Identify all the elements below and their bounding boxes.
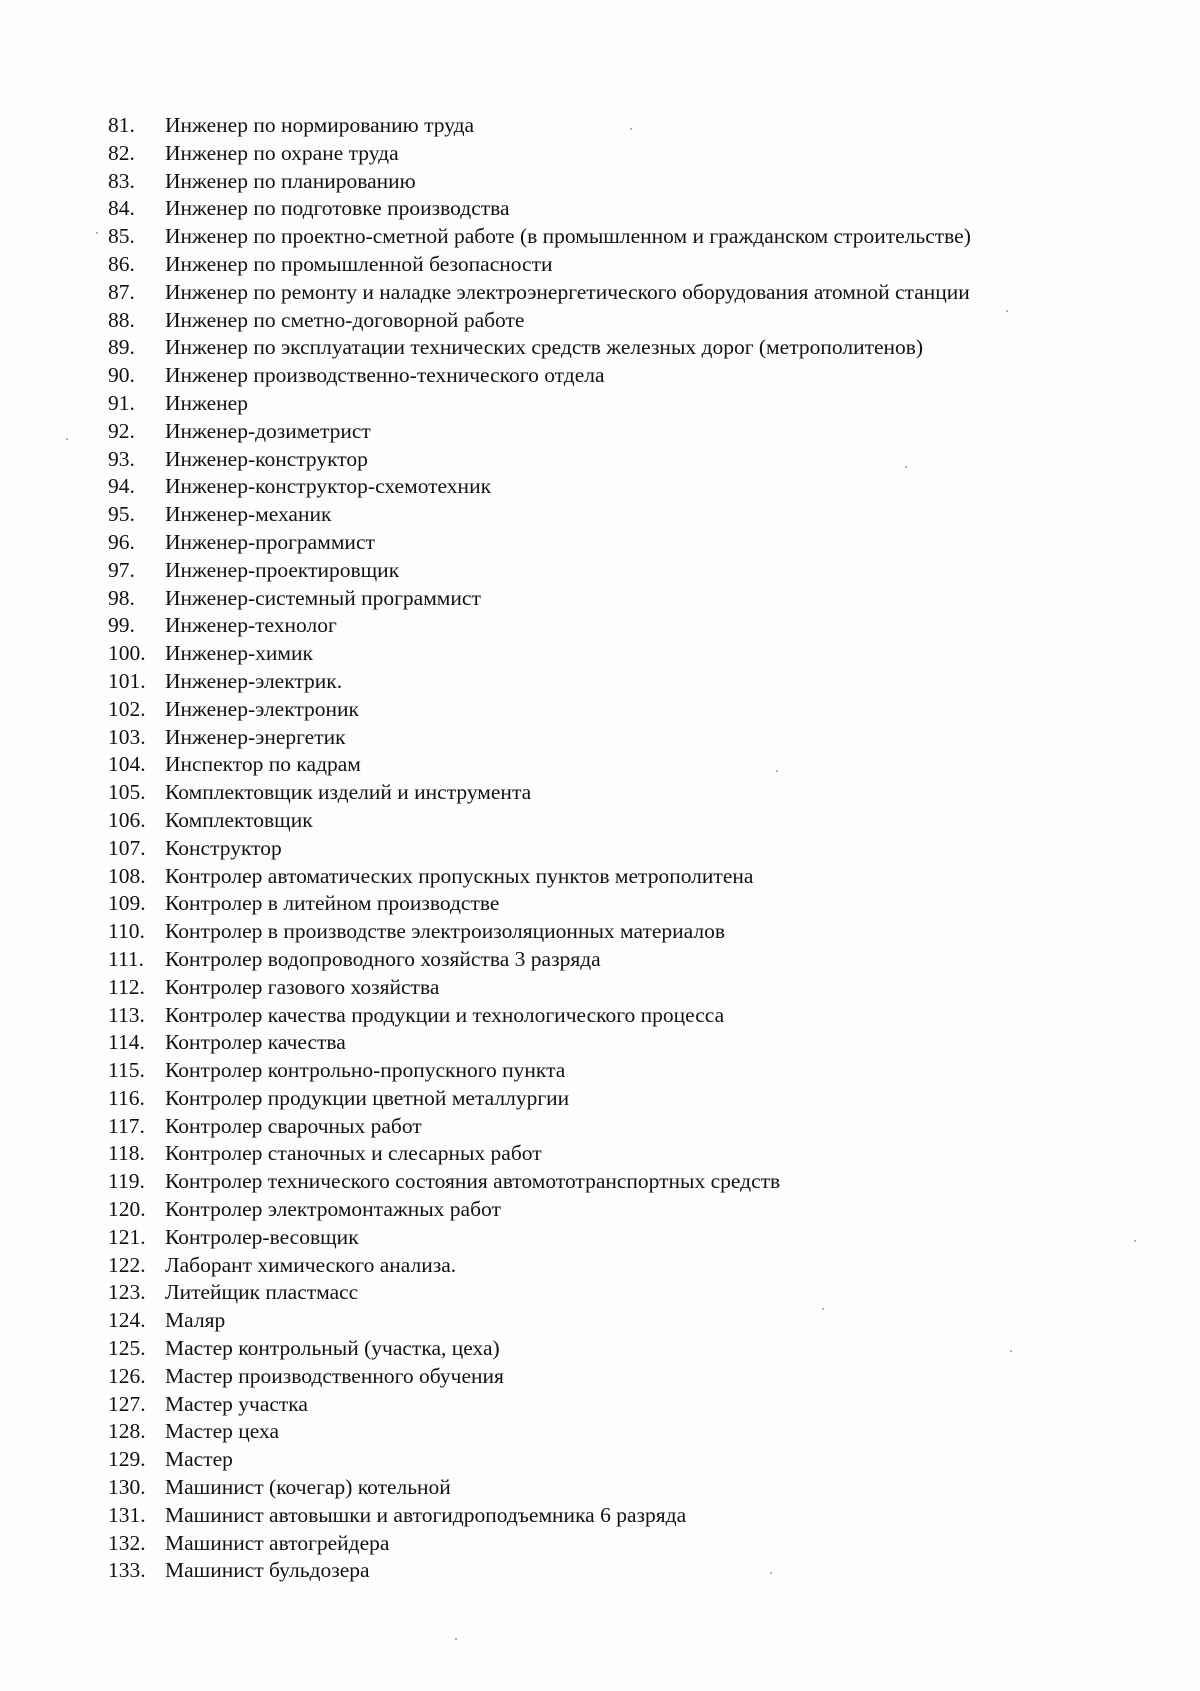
list-item	[108, 446, 971, 474]
list-item	[108, 529, 971, 557]
list-item	[108, 1113, 971, 1141]
item-number: 84.	[108, 196, 135, 221]
item-number: 117.	[108, 1113, 145, 1138]
list-item	[108, 751, 971, 779]
list-item	[108, 140, 971, 168]
list-item	[108, 334, 971, 362]
list-item	[108, 918, 971, 946]
job-title: Контролер водопроводного хозяйства 3 разряда	[165, 946, 601, 971]
job-title: Инженер по ремонту и наладке электроэнергетического оборудования атомной станции	[165, 279, 970, 304]
item-number: 126.	[108, 1363, 146, 1388]
list-item	[108, 724, 971, 752]
list-item	[108, 1252, 971, 1280]
item-number: 89.	[108, 335, 135, 360]
item-number: 95.	[108, 502, 135, 527]
job-title: Инженер-технолог	[165, 613, 337, 638]
job-title: Инженер-дозиметрист	[165, 418, 371, 443]
list-item	[108, 501, 971, 529]
job-title: Контролер-весовщик	[165, 1224, 359, 1249]
item-number: 83.	[108, 168, 135, 193]
job-title: Мастер производственного обучения	[165, 1363, 504, 1388]
item-number: 129.	[108, 1447, 146, 1472]
job-title: Контролер в литейном производстве	[165, 891, 500, 916]
job-title: Мастер участка	[165, 1391, 308, 1416]
item-number: 93.	[108, 446, 135, 471]
list-item	[108, 974, 971, 1002]
item-number: 128.	[108, 1419, 146, 1444]
item-number: 116.	[108, 1085, 145, 1110]
job-title: Контролер станочных и слесарных работ	[165, 1141, 542, 1166]
list-item	[108, 946, 971, 974]
list-item	[108, 390, 971, 418]
scan-speck	[905, 466, 907, 468]
job-title: Мастер контрольный (участка, цеха)	[165, 1336, 500, 1361]
job-title: Контролер контрольно-пропускного пункта	[165, 1058, 566, 1083]
job-title: Инженер-системный программист	[165, 585, 481, 610]
list-item	[108, 279, 971, 307]
job-title: Инженер-программист	[165, 529, 375, 554]
item-number: 118.	[108, 1141, 145, 1166]
item-number: 122.	[108, 1252, 146, 1277]
list-item	[108, 1140, 971, 1168]
item-number: 120.	[108, 1197, 146, 1222]
list-item	[108, 168, 971, 196]
job-title: Инженер по промышленной безопасности	[165, 251, 553, 276]
item-number: 107.	[108, 835, 146, 860]
list-item	[108, 1418, 971, 1446]
scan-speck	[776, 770, 778, 772]
list-item	[108, 418, 971, 446]
item-number: 115.	[108, 1058, 145, 1083]
job-title-list	[108, 112, 971, 1585]
job-title: Контролер сварочных работ	[165, 1113, 422, 1138]
list-item	[108, 1168, 971, 1196]
job-title: Контролер продукции цветной металлургии	[165, 1085, 570, 1110]
item-number: 81.	[108, 113, 135, 137]
list-item	[108, 112, 971, 140]
list-item	[108, 251, 971, 279]
job-title: Контролер качества продукции и технологического процесса	[165, 1002, 725, 1027]
list-item	[108, 1307, 971, 1335]
job-title: Инженер по эксплуатации технических средств железных дорог (метрополитенов)	[165, 335, 924, 360]
item-number: 92.	[108, 418, 135, 443]
list-item	[108, 1530, 971, 1558]
item-number: 96.	[108, 529, 135, 554]
item-number: 121.	[108, 1224, 146, 1249]
job-title: Контролер газового хозяйства	[165, 974, 440, 999]
job-title: Инженер по сметно-договорной работе	[165, 307, 525, 332]
item-number: 124.	[108, 1308, 146, 1333]
item-number: 94.	[108, 474, 135, 499]
job-title: Инженер-механик	[165, 502, 332, 527]
item-number: 112.	[108, 974, 145, 999]
job-title: Инженер по подготовке производства	[165, 196, 510, 221]
item-number: 131.	[108, 1502, 146, 1527]
item-number: 105.	[108, 780, 146, 805]
job-title: Машинист (кочегар) котельной	[165, 1475, 451, 1500]
item-number: 86.	[108, 251, 135, 276]
item-number: 130.	[108, 1475, 146, 1500]
scan-speck	[1006, 310, 1008, 312]
job-title: Инженер-конструктор-схемотехник	[165, 474, 492, 499]
list-item	[108, 640, 971, 668]
item-number: 123.	[108, 1280, 146, 1305]
job-title: Комплектовщик изделий и инструмента	[165, 780, 532, 805]
item-number: 91.	[108, 390, 135, 415]
scan-speck	[630, 128, 632, 130]
list-item	[108, 1085, 971, 1113]
item-number: 127.	[108, 1391, 146, 1416]
item-number: 133.	[108, 1558, 146, 1583]
list-item	[108, 1335, 971, 1363]
list-item	[108, 362, 971, 390]
list-item	[108, 863, 971, 891]
item-number: 103.	[108, 724, 146, 749]
job-title: Инженер-электроник	[165, 696, 359, 721]
list-item	[108, 807, 971, 835]
item-number: 82.	[108, 140, 135, 165]
list-item	[108, 223, 971, 251]
list-item	[108, 696, 971, 724]
list-item	[108, 890, 971, 918]
list-item	[108, 1557, 971, 1585]
item-number: 97.	[108, 557, 135, 582]
job-title: Контролер технического состояния автомототранспортных средств	[165, 1169, 781, 1194]
scan-speck	[96, 232, 98, 234]
scan-speck	[455, 1638, 457, 1640]
list-item	[108, 1029, 971, 1057]
item-number: 100.	[108, 641, 146, 666]
item-number: 90.	[108, 363, 135, 388]
item-number: 99.	[108, 613, 135, 638]
scan-speck	[770, 1572, 772, 1574]
item-number: 109.	[108, 891, 146, 916]
list-item	[108, 307, 971, 335]
job-title: Конструктор	[165, 835, 282, 860]
job-title: Инженер-конструктор	[165, 446, 368, 471]
job-title: Инженер	[165, 390, 248, 415]
item-number: 106.	[108, 807, 146, 832]
job-title: Машинист бульдозера	[165, 1558, 370, 1583]
list-item	[108, 1474, 971, 1502]
list-item	[108, 585, 971, 613]
job-title: Контролер качества	[165, 1030, 346, 1055]
list-item	[108, 1363, 971, 1391]
list-item	[108, 668, 971, 696]
list-item	[108, 195, 971, 223]
job-title: Инженер-энергетик	[165, 724, 346, 749]
item-number: 111.	[108, 946, 145, 971]
job-title: Инженер производственно-технического отдела	[165, 363, 605, 388]
scan-speck	[822, 1308, 824, 1310]
item-number: 101.	[108, 668, 146, 693]
item-number: 110.	[108, 919, 145, 944]
job-title: Комплектовщик	[165, 807, 313, 832]
job-title: Инженер по планированию	[165, 168, 416, 193]
item-number: 102.	[108, 696, 146, 721]
list-item	[108, 779, 971, 807]
item-number: 114.	[108, 1030, 145, 1055]
item-number: 98.	[108, 585, 135, 610]
list-item	[108, 1002, 971, 1030]
list-item	[108, 1196, 971, 1224]
job-title: Литейщик пластмасс	[165, 1280, 359, 1305]
job-title: Контролер электромонтажных работ	[165, 1197, 501, 1222]
list-item	[108, 1057, 971, 1085]
item-number: 87.	[108, 279, 135, 304]
list-item	[108, 1446, 971, 1474]
job-title: Мастер	[165, 1447, 233, 1472]
item-number: 88.	[108, 307, 135, 332]
item-number: 132.	[108, 1530, 146, 1555]
job-title: Контролер автоматических пропускных пунктов метрополитена	[165, 863, 754, 888]
item-number: 85.	[108, 224, 135, 249]
job-title: Инженер по нормированию труда	[165, 113, 475, 137]
job-title: Лаборант химического анализа.	[165, 1252, 457, 1277]
list-item	[108, 1279, 971, 1307]
scan-speck	[1134, 1240, 1136, 1242]
job-title: Инженер по охране труда	[165, 140, 399, 165]
list-item	[108, 1502, 971, 1530]
job-title: Инспектор по кадрам	[165, 752, 361, 777]
job-title: Мастер цеха	[165, 1419, 280, 1444]
job-title: Инженер-проектировщик	[165, 557, 400, 582]
item-number: 104.	[108, 752, 146, 777]
list-item	[108, 1391, 971, 1419]
list-item	[108, 557, 971, 585]
list-item	[108, 1224, 971, 1252]
job-title: Инженер по проектно-сметной работе (в промышленном и гражданском строительстве)	[165, 224, 971, 249]
list-item	[108, 612, 971, 640]
job-title: Машинист автогрейдера	[165, 1530, 390, 1555]
item-number: 125.	[108, 1336, 146, 1361]
scan-speck	[1010, 1350, 1012, 1352]
list-item	[108, 473, 971, 501]
job-title: Инженер-химик	[165, 641, 313, 666]
job-title: Машинист автовышки и автогидроподъемника 6 разряда	[165, 1502, 687, 1527]
list-item	[108, 835, 971, 863]
job-title: Инженер-электрик.	[165, 668, 343, 693]
job-title: Контролер в производстве электроизоляционных материалов	[165, 919, 726, 944]
item-number: 119.	[108, 1169, 145, 1194]
job-title: Маляр	[165, 1308, 226, 1333]
item-number: 108.	[108, 863, 146, 888]
item-number: 113.	[108, 1002, 145, 1027]
scan-speck	[66, 438, 68, 440]
